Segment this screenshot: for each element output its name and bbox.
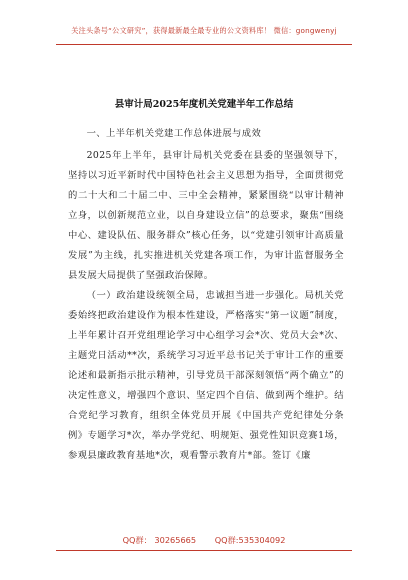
document-title: 县审计局2025年度机关党建半年工作总结 [114, 99, 294, 110]
footer-qq-group-1: QQ群： 30265665 [122, 535, 197, 545]
paragraph-1: 2025年上半年，县审计局机关党委在县委的坚强领导下，坚持以习近平新时代中国特色社会主义思想为指导，全面贯彻党的二十大和二十届二中、三中全会精神，紧紧围绕“以审计精神立身，以创新规范立业，以自身建设立信”的总要求，聚焦“围绕中心、建设队伍、服务群众”核心任务，以“党建引领审计高质量发展”为主线，扎实推进机关党建各项工作，为审计监督服务全县发展大局提供了坚强政治保障。 [68, 150, 344, 281]
footer-contacts [0, 535, 408, 546]
footer-qq-group-2: QQ群:535304092 [214, 535, 286, 545]
paragraph-2: （一）政治建设统领全局，忠诚担当进一步强化。局机关党委始终把政治建设作为根本性建设，严格落实“第一议题”制度，上半年累计召开党组理论学习中心组学习会*次、党员大会*次、主题党日活动**次，系统学习习近平总书记关于审计工作的重要论述和最新指示批示精神，引导党员干部深刻领悟“两个确立”的决定性意义，增强四个意识、坚定四个自信、做到两个维护。结合党纪学习教育，组织全体党员开展《中国共产党纪律处分条例》专题学习*次，举办学党纪、明规矩、强党性知识竞赛1场，参观县廉政教育基地*次，观看警示教育片*部。签订《廉 [68, 290, 344, 461]
document-body [68, 120, 344, 466]
section-heading: 一、上半年机关党建工作总体进展与成效 [86, 128, 262, 139]
header-banner: 关注头条号“公文研究”，获得最新最全最专业的公文资料库！ 微信：gongwenyj [71, 26, 337, 35]
footer-divider [56, 550, 352, 551]
header-divider [56, 44, 352, 45]
